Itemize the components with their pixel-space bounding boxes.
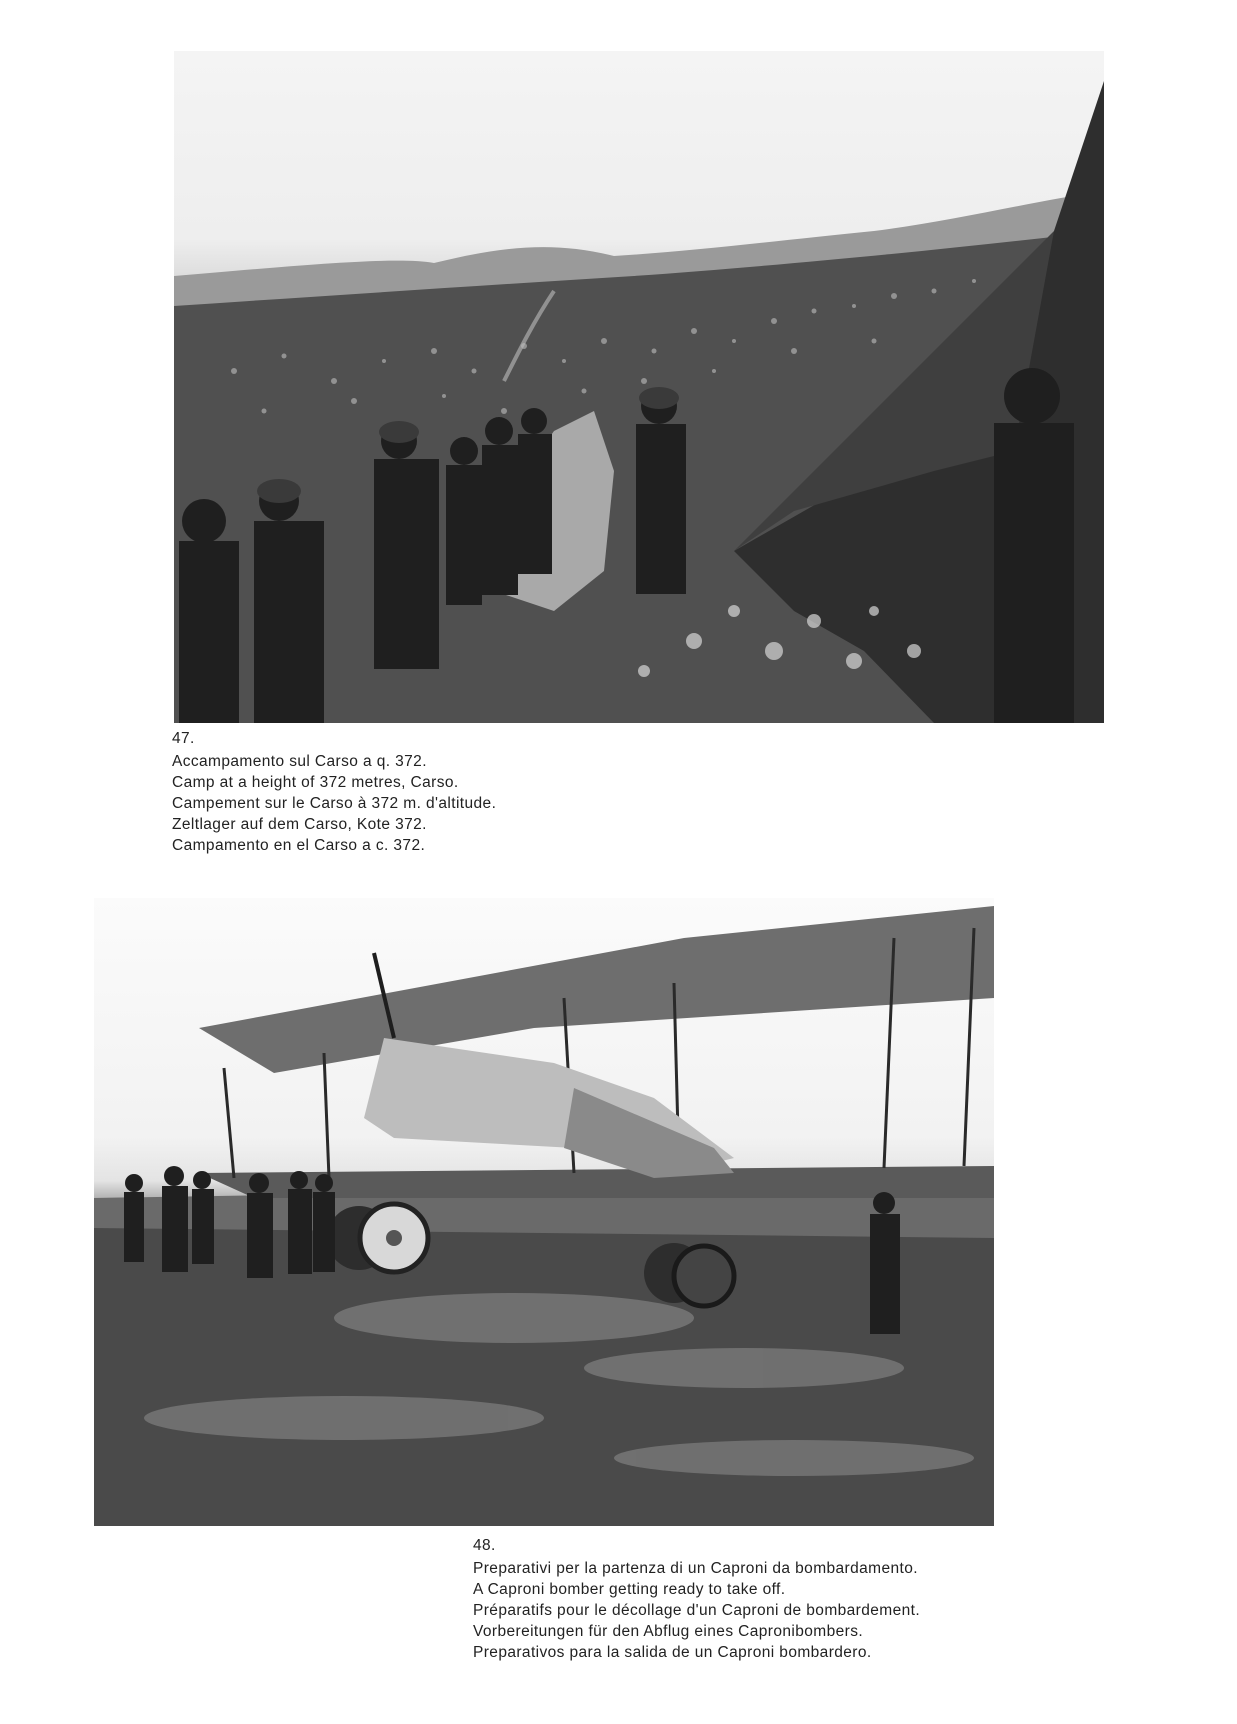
caption-line-spanish: Preparativos para la salida de un Caproni bombardero. [473,1644,872,1661]
caption-line-german: Zeltlager auf dem Carso, Kote 372. [172,816,427,833]
caption-line-english: Camp at a height of 372 metres, Carso. [172,774,459,791]
caption-line-english: A Caproni bomber getting ready to take off. [473,1581,786,1598]
caption-line-french: Préparatifs pour le décollage d'un Caproni de bombardement. [473,1602,921,1619]
caption-line-italian: Accampamento sul Carso a q. 372. [172,753,427,770]
photo-camp-carso [174,51,1104,723]
caption-figure-47 [172,728,496,856]
caption-line-french: Campement sur le Carso à 372 m. d'altitude. [172,795,497,812]
caption-line-spanish: Campamento en el Carso a c. 372. [172,837,426,854]
caption-figure-48 [473,1535,920,1663]
photo-caproni-bomber [94,898,994,1526]
airfield-scene [94,898,994,1526]
camp-scene [174,51,1104,723]
figure-number: 48. [473,1537,496,1554]
figure-number: 47. [172,730,195,747]
caption-line-italian: Preparativi per la partenza di un Caproni da bombardamento. [473,1560,918,1577]
upper-wing [199,906,994,1073]
caption-line-german: Vorbereitungen für den Abflug eines Capronibombers. [473,1623,864,1640]
